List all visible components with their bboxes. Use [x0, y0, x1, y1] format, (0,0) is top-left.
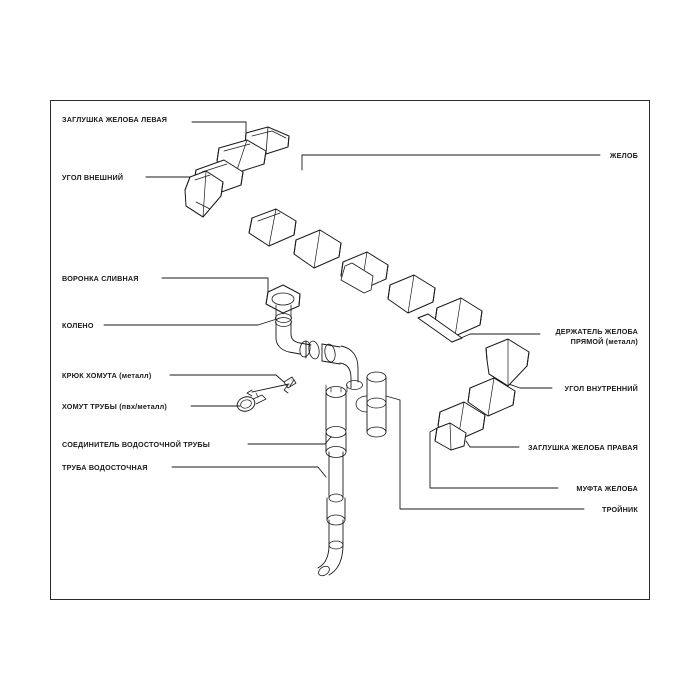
label-downpipe-connector: СОЕДИНИТЕЛЬ ВОДОСТОЧНОЙ ТРУБЫ	[62, 440, 211, 449]
label-gutter-coupler: МУФТА ЖЕЛОБА	[576, 484, 638, 493]
label-outer-corner: УГОЛ ВНЕШНИЙ	[62, 173, 124, 182]
label-gutter: ЖЕЛОБ	[609, 151, 638, 160]
label-drain-funnel: ВОРОНКА СЛИВНАЯ	[62, 274, 139, 283]
label-tee-branch: ТРОЙНИК	[602, 505, 638, 514]
label-inner-corner: УГОЛ ВНУТРЕННИЙ	[564, 384, 638, 393]
label-clamp-hook: КРЮК ХОМУТА (металл)	[62, 371, 152, 380]
label-gutter-end-cap-right: ЗАГЛУШКА ЖЕЛОБА ПРАВАЯ	[527, 443, 638, 452]
label-gutter-bracket-line2: ПРЯМОЙ (металл)	[570, 337, 638, 346]
diagram-frame	[50, 100, 650, 600]
label-gutter-end-cap-left: ЗАГЛУШКА ЖЕЛОБА ЛЕВАЯ	[62, 115, 168, 124]
label-downpipe: ТРУБА ВОДОСТОЧНАЯ	[62, 463, 148, 472]
label-elbow: КОЛЕНО	[62, 321, 94, 330]
label-pipe-clamp: ХОМУТ ТРУБЫ (пвх/металл)	[62, 402, 168, 411]
label-gutter-bracket-line1: ДЕРЖАТЕЛЬ ЖЕЛОБА	[555, 327, 638, 336]
